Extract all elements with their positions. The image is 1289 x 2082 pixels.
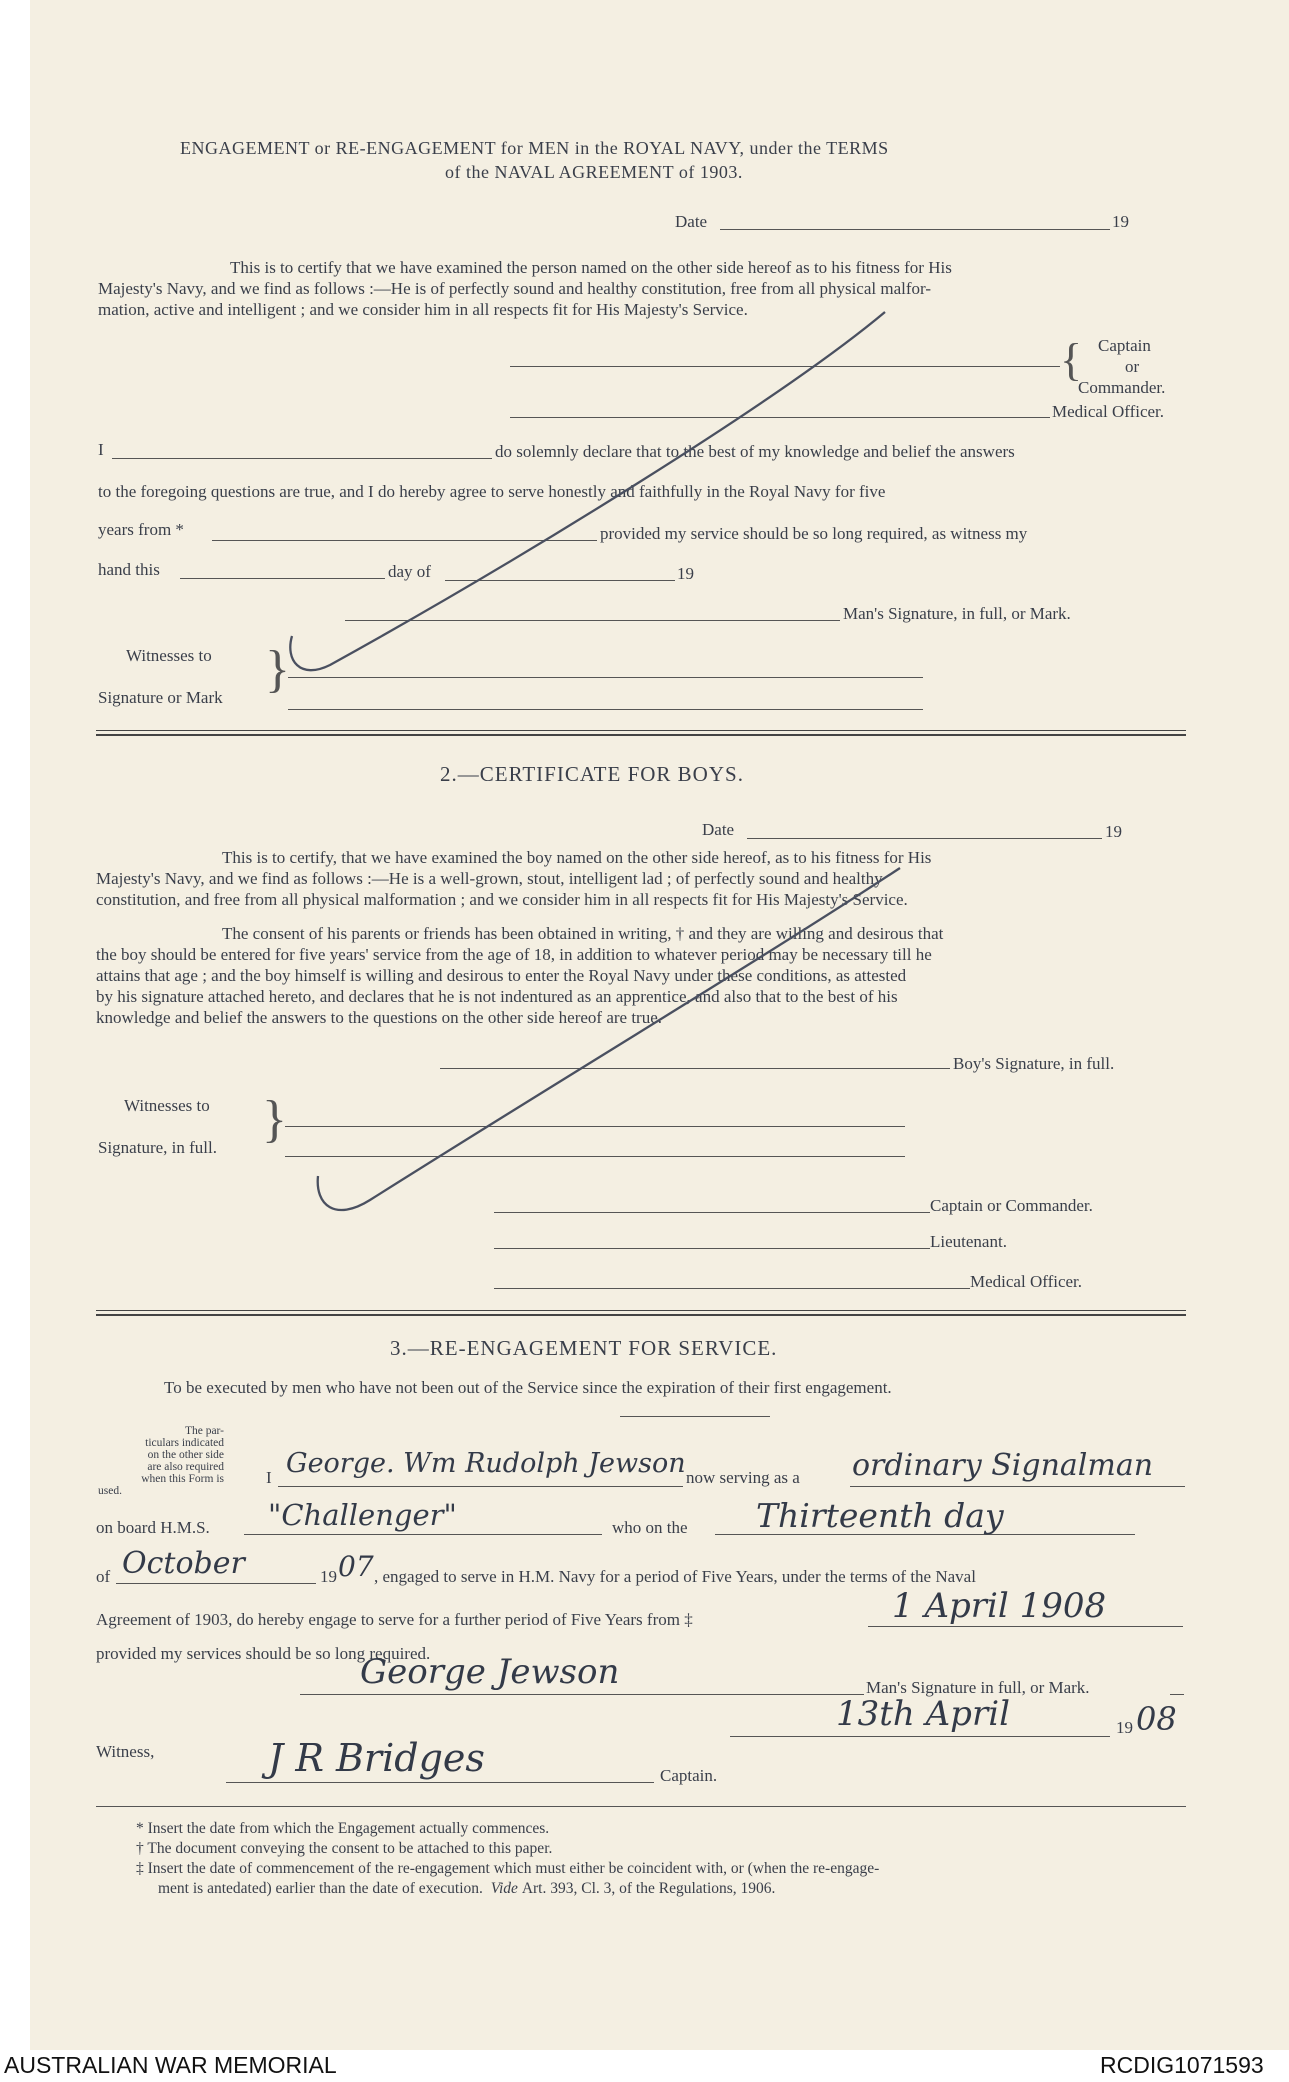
- footnote-3-line1: ‡ Insert the date of commencement of the re-engagement which must either be coincident with, or (when the re-engage-: [136, 1860, 880, 1877]
- captain-or-commander-label: Captain or Commander.: [930, 1196, 1093, 1215]
- margin-note: The par- ticulars indicated on the other side are also required when this Form is used.: [98, 1425, 224, 1497]
- witness-label: Witness,: [96, 1742, 155, 1761]
- handwritten-ship: "Challenger": [268, 1498, 457, 1532]
- boys-para2-line3: attains that age ; and the boy himself is willing and desirous to enter the Royal Navy under these conditions, as attested: [96, 966, 907, 985]
- declare-line3b: provided my service should be so long required, as witness my: [600, 524, 1028, 543]
- section3-title: 3.—RE-ENGAGEMENT FOR SERVICE.: [390, 1336, 778, 1360]
- on-board-label: on board H.M.S.: [96, 1518, 210, 1537]
- medical-officer-label: Medical Officer.: [1052, 402, 1165, 421]
- section-divider: [96, 730, 1186, 736]
- archive-footer: [0, 2050, 1289, 2082]
- i-label: I: [266, 1468, 272, 1487]
- commander-label: Commander.: [1078, 378, 1166, 397]
- hand-this: hand this: [98, 560, 160, 579]
- now-serving-label: now serving as a: [686, 1468, 800, 1487]
- year-19: 19: [677, 564, 694, 583]
- section-divider: [96, 1310, 1186, 1316]
- witnesses-to-label: Witnesses to: [124, 1096, 210, 1115]
- handwritten-signature: George Jewson: [360, 1652, 620, 1692]
- date-year-prefix: 19: [1105, 822, 1122, 841]
- boys-para2-line2: the boy should be entered for five years' service from the age of 18, in addition to whatever period may be necessary till he: [96, 945, 932, 964]
- certify-line2: Majesty's Navy, and we find as follows :—He is of perfectly sound and healthy constitution, free from all physical malfor-: [98, 279, 931, 298]
- bracket: }: [262, 1091, 287, 1148]
- or-label: or: [1125, 357, 1140, 376]
- who-on-the-label: who on the: [612, 1518, 688, 1537]
- boys-para1-line2: Majesty's Navy, and we find as follows :—He is a well-grown, stout, intelligent lad ; of perfectly sound and healthy: [96, 869, 883, 888]
- footnote-1: * Insert the date from which the Engagement actually commences.: [136, 1820, 550, 1837]
- date-label: Date: [702, 820, 735, 839]
- signature-in-full-label: Signature, in full.: [98, 1138, 217, 1157]
- witnesses-to-label: Witnesses to: [126, 646, 212, 665]
- year-prefix: 19: [320, 1567, 337, 1586]
- date-label: Date: [675, 212, 708, 231]
- declare-line3a: years from *: [98, 520, 184, 539]
- declare-line2: to the foregoing questions are true, and I do hereby agree to serve honestly and faithfully in the Royal Navy for five: [98, 482, 886, 501]
- year-prefix: 19: [1116, 1718, 1133, 1737]
- certify-line3: mation, active and intelligent ; and we consider him in all respects fit for His Majesty's Service.: [98, 300, 748, 319]
- boys-signature-label: Boy's Signature, in full.: [953, 1054, 1115, 1073]
- date-year-prefix: 19: [1112, 212, 1129, 231]
- footer-right: RCDIG1071593: [1100, 2052, 1264, 2078]
- bracket: }: [265, 641, 290, 698]
- captain-signature: J R Bridges: [268, 1736, 485, 1780]
- handwritten-year-signed: 08: [1136, 1700, 1177, 1738]
- handwritten-from-date: 1 April 1908: [892, 1586, 1107, 1626]
- handwritten-day: Thirteenth day: [756, 1496, 1004, 1535]
- footer-left: AUSTRALIAN WAR MEMORIAL: [4, 2052, 337, 2078]
- section1-title-line2: of the NAVAL AGREEMENT of 1903.: [445, 162, 743, 182]
- mans-signature-label: Man's Signature, in full, or Mark.: [843, 604, 1071, 623]
- handwritten-year: 07: [338, 1550, 374, 1583]
- of-label: of: [96, 1567, 111, 1586]
- day-of: day of: [388, 562, 431, 581]
- declare-line1: do solemnly declare that to the best of my knowledge and belief the answers: [495, 442, 1015, 461]
- mans-signature-label: Man's Signature in full, or Mark.: [866, 1678, 1090, 1697]
- handwritten-date-signed: 13th April: [836, 1694, 1010, 1734]
- captain-label: Captain: [1098, 336, 1151, 355]
- signature-or-mark-label: Signature or Mark: [98, 688, 223, 707]
- section1-title-line1: ENGAGEMENT or RE-ENGAGEMENT for MEN in the ROYAL NAVY, under the TERMS: [180, 138, 889, 158]
- declare-i: I: [98, 440, 104, 459]
- section2-title: 2.—CERTIFICATE FOR BOYS.: [440, 762, 744, 786]
- handwritten-rank: ordinary Signalman: [852, 1448, 1154, 1483]
- lieutenant-label: Lieutenant.: [930, 1232, 1007, 1251]
- boys-para2-line5: knowledge and belief the answers to the questions on the other side hereof are true.: [96, 1008, 663, 1027]
- agreement-text: Agreement of 1903, do hereby engage to serve for a further period of Five Years from ‡: [96, 1610, 693, 1629]
- footnote-2: † The document conveying the consent to be attached to this paper.: [136, 1840, 553, 1857]
- boys-para2-line4: by his signature attached hereto, and declares that he is not indentured as an apprentice, and also that to the best of his: [96, 987, 898, 1006]
- medical-officer-label: Medical Officer.: [970, 1272, 1083, 1291]
- section3-subtitle: To be executed by men who have not been out of the Service since the expiration of their first engagement.: [164, 1378, 892, 1397]
- provided-text: provided my services should be so long required.: [96, 1644, 431, 1663]
- boys-para1-line1: This is to certify, that we have examined the boy named on the other side hereof, as to his fitness for His: [222, 848, 932, 867]
- boys-para2-line1: The consent of his parents or friends has been obtained in writing, † and they are willing and desirous that: [222, 924, 944, 943]
- engaged-text: , engaged to serve in H.M. Navy for a period of Five Years, under the terms of the Naval: [374, 1567, 976, 1586]
- footnote-3-line2: ment is antedated) earlier than the date of execution. Vide Art. 393, Cl. 3, of the Regulations, 1906.: [158, 1880, 776, 1897]
- boys-para1-line3: constitution, and free from all physical malformation ; and we consider him in all respects fit for His Majesty's Service.: [96, 890, 908, 909]
- handwritten-name: George. Wm Rudolph Jewson: [286, 1448, 686, 1479]
- handwritten-month: October: [122, 1546, 245, 1581]
- captain-label: Captain.: [660, 1766, 718, 1785]
- bracket: {: [1060, 334, 1083, 385]
- certify-line1: This is to certify that we have examined the person named on the other side hereof as to his fitness for His: [230, 258, 952, 277]
